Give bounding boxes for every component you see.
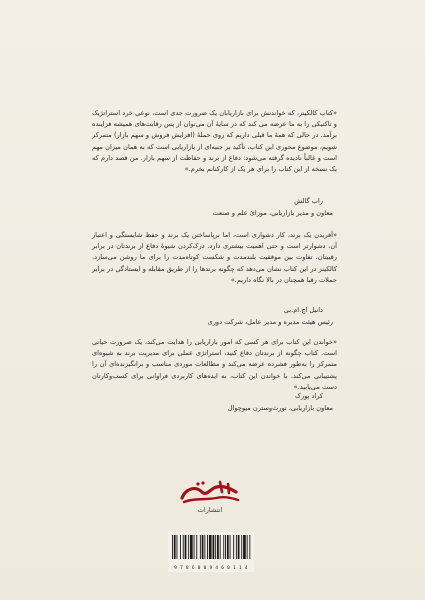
barcode-bar — [202, 535, 204, 559]
barcode-bars — [168, 532, 254, 564]
blurb-1-signature — [92, 195, 337, 219]
barcode-bar — [249, 535, 250, 559]
barcode-bar — [183, 535, 184, 559]
barcode-bar — [172, 535, 173, 559]
blurb-2-signature — [92, 304, 337, 328]
barcode-bar — [220, 535, 221, 559]
isbn-barcode — [168, 532, 254, 572]
barcode-bar — [247, 535, 248, 559]
barcode-bar — [227, 535, 229, 559]
blurb-3-signature — [92, 390, 337, 414]
barcode-bar — [236, 535, 237, 559]
publisher-logo-mark — [176, 478, 244, 516]
barcode-bar — [188, 535, 189, 559]
publisher-logo — [176, 478, 244, 516]
barcode-bar — [215, 535, 216, 559]
blurb-1-author-title: معاون و مدیر بازاریابی، موزائ علم و صنعت — [212, 209, 333, 217]
blurb-1-author: راب گالش — [294, 197, 323, 205]
publisher-subtitle: انتشارات — [197, 506, 223, 514]
barcode-bar — [194, 535, 195, 559]
barcode-bar — [223, 535, 224, 559]
blurb-3-author: کراد پورک — [295, 392, 323, 400]
blurb-2 — [92, 230, 337, 286]
barcode-bar — [204, 535, 205, 559]
blurb-2-text: «آفریدن یک برند، کار دشواری است، اما برپاساختن یک برند و حفظ شایستگی و اعتبار آن، دشوارتر است و حتی اهمیت بیشتری دارد. درک‌کردن شیوهٔ دفاع از برندتان در برابر رقیبتان، تفاوت بین موفقیت بلندمدت و شکست کوتاه‌مدت را برای ما روشن می‌سازد. کالکینز در این کتاب نشان می‌دهد که چگونه برندها را از طریق مقابله و ایستادگی در برابر حملات رقبا همچنان در بالا نگاه داریم.» — [92, 231, 337, 284]
barcode-bar — [196, 535, 197, 559]
barcode-bar — [217, 535, 219, 559]
blurb-3-text: «خواندن این کتاب برای هر کسی که امور بازاریابی را هدایت می‌کند، یک ضرورت حیاتی است. کتاب چگونه از برندتان دفاع کنید، استراتژی عملی برای مدیریت برند به شیوه‌ای متمرکز را به‌طور فشرده عرضه می‌کند و مطالعات موردی مناسب و برانگیزنده‌ای آن را پشتیبانی می‌کند. با خواندن این کتاب، به ایده‌های کاربردی فراوانی برای کسب‌وکارتان دست می‌یابید.» — [92, 338, 337, 391]
barcode-bar — [238, 535, 240, 559]
barcode-bar — [200, 535, 201, 559]
blurb-2-author-title: رئیس هیئت مدیره و مدیر عامل، شرکت دوری — [207, 318, 333, 326]
barcode-bar — [209, 535, 212, 559]
barcode-bar — [177, 535, 178, 559]
barcode-bar — [174, 535, 176, 559]
barcode-bar — [225, 535, 226, 559]
barcode-bar — [243, 535, 246, 559]
barcode-bar — [230, 535, 231, 559]
barcode-bar — [233, 535, 234, 559]
blurb-1 — [92, 108, 337, 175]
blurb-1-text: «کتاب کالکینز، که خواندنش برای بازاریابان یک ضرورت جدی است، نوعی خرد استراتژیک و تاکتیکی را به ما عرضه می کند که در سایهٔ آن می‌توان از پس رقابت‌های همیشه فزاینده برآمد. در حالی که همهٔ ما قبلی داریم که روی حملهٔ (افزایش فروش و سهم بازار) متمرکز شویم، موضوع محوری این کتاب، تأکید بر جنبه‌ای از بازاریابی است که به همان میزان مهم است و غالباً نادیده گرفته می‌شود: دفاع از برند و حفاظت از سهم بازار. من قصد دارم که یک نسخه از این کتاب را برای هر یک از کارکنانم بخرم.» — [92, 109, 337, 174]
barcode-bar — [190, 535, 193, 559]
barcode-bar — [180, 535, 181, 559]
barcode-digits: 9 7 8 6 0 0 9 4 6 0 1 1 4 — [174, 566, 248, 571]
barcode-bar — [241, 535, 242, 559]
blurb-2-author: دانیل اچ.ام.بی — [283, 306, 323, 314]
barcode-bar — [207, 535, 208, 559]
barcode-bar — [213, 535, 215, 559]
blurb-3 — [92, 337, 337, 393]
blurb-3-author-title: معاون بازاریابی، نورث‌وسترن میوچوال — [227, 404, 333, 412]
barcode-bar — [185, 535, 187, 559]
